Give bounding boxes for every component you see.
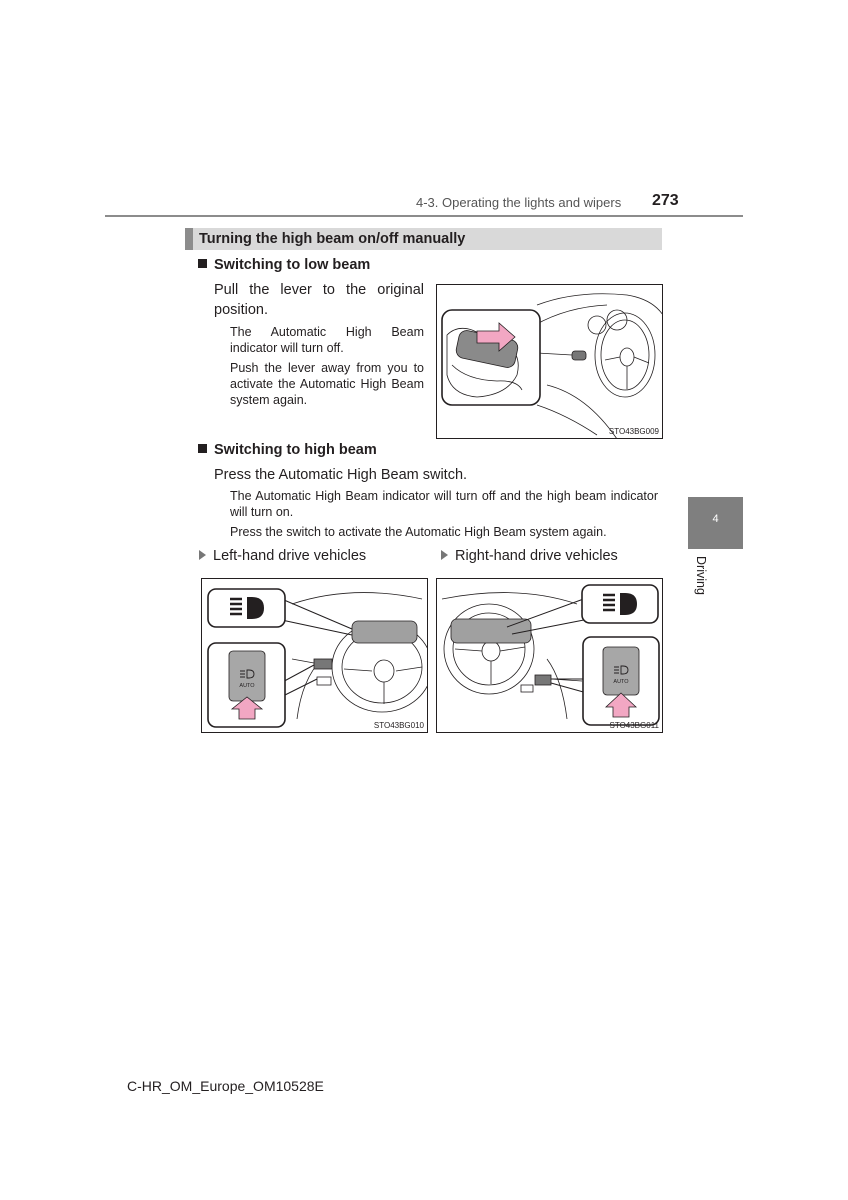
lhd-illustration [202, 579, 428, 733]
section-title: 4-3. Operating the lights and wipers [416, 195, 622, 210]
lever-illustration [437, 285, 663, 439]
lever-figure [436, 284, 663, 439]
auto-switch-label: AUTO [613, 679, 629, 685]
section-heading: Turning the high beam on/off manually [185, 228, 662, 250]
footer-doc-id: C-HR_OM_Europe_OM10528E [127, 1078, 324, 1094]
header-rule [105, 215, 743, 217]
triangle-bullet-icon [441, 550, 448, 560]
low-beam-title-text: Switching to low beam [214, 257, 371, 273]
page-number: 273 [652, 192, 679, 209]
high-beam-title [198, 442, 377, 458]
chapter-tab-number: 4 [712, 513, 719, 525]
high-beam-note-2: Press the switch to activate the Automatic High Beam system again. [230, 525, 607, 539]
high-beam-instruction: Press the Automatic High Beam switch. [214, 467, 468, 483]
low-beam-note-2: Push the lever away from you to activate the Automatic High Beam system again. [230, 361, 424, 407]
low-beam-title [198, 257, 370, 273]
figure-code: STO43BG010 [373, 721, 424, 730]
square-bullet-icon [198, 444, 207, 453]
lhd-label [199, 546, 366, 566]
high-beam-title-text: Switching to high beam [214, 442, 377, 458]
lhd-figure [201, 578, 428, 733]
triangle-bullet-icon [199, 550, 206, 560]
rhd-label-text: Right-hand drive vehicles [455, 548, 618, 564]
chapter-tab [688, 497, 743, 549]
figure-code: STO43BG009 [608, 427, 659, 436]
rhd-figure [436, 578, 663, 733]
rhd-label [441, 546, 618, 566]
rhd-illustration [437, 579, 663, 733]
low-beam-instruction: Pull the lever to the original position. [214, 282, 424, 318]
chapter-tab-label: Driving [694, 556, 708, 595]
figure-code: STO43BG011 [609, 721, 659, 730]
square-bullet-icon [198, 259, 207, 268]
auto-switch-label: AUTO [239, 683, 255, 689]
low-beam-note-1: The Automatic High Beam indicator will turn off. [230, 325, 424, 355]
high-beam-note-1: The Automatic High Beam indicator will turn off and the high beam indicator will turn on. [230, 489, 658, 519]
lhd-label-text: Left-hand drive vehicles [213, 548, 367, 564]
